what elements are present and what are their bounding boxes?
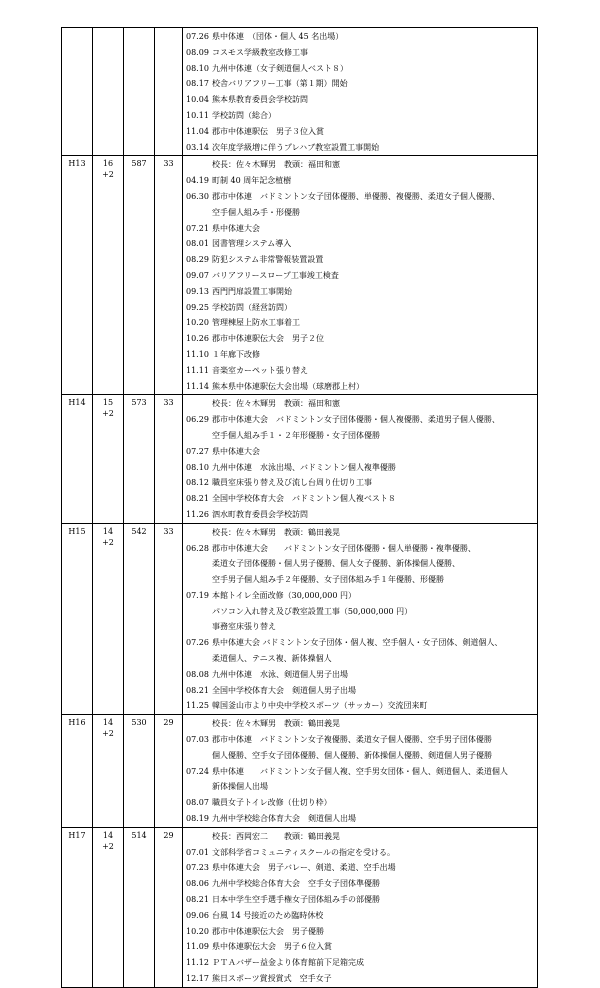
event-line [186,588,537,604]
event-line [186,635,537,651]
year-cell-text: H13 [68,159,86,169]
event-line [186,572,537,588]
event-date: 03.14 [186,142,209,152]
year-cell-text: H17 [68,830,86,840]
event-line [186,173,537,189]
event-text: 校長：西岡宏二 教頭：鶴田義晃 [212,831,340,841]
event-text: 県中体連大会 バドミントン女子団体・個人複、空手個人・女子団体、剣道個人、 [212,638,503,648]
event-text: 熊本県中体連駅伝大会出場（球磨郡上村） [212,381,364,391]
year-cell-text: H14 [68,398,86,408]
event-date: 08.21 [186,494,209,504]
event-text: 本館トイレ全面改修（30,000,000 円） [212,590,356,600]
event-line [186,683,537,699]
event-text: コスモス学級教室改修工事 [212,47,308,57]
year-row [62,156,538,395]
event-text: 柔道個人、テニス複、新体操個人 [212,654,332,664]
event-date: 11.14 [186,381,209,391]
event-date: 08.09 [186,47,209,57]
event-text: 熊本県教育委員会学校訪問 [212,95,308,105]
event-line [186,924,537,940]
students-cell-text: 542 [131,526,147,536]
event-text: 学校訪問（総合） [212,110,276,120]
event-text: 職員女子トイレ改修（仕切り枠） [212,798,332,808]
event-line [186,252,537,268]
event-text: 学校訪問（経営訪問） [212,302,292,312]
event-date: 11.12 [186,958,209,968]
event-text: 職員室床張り替え及び流し台周り仕切り工事 [212,478,372,488]
event-text: 防犯システム非常警報装置設置 [212,255,324,265]
event-date: 09.06 [186,910,209,920]
teachers-cell [155,715,183,828]
event-text: 空手個人組み手１・２年形優勝・女子団体優勝 [212,430,380,440]
students-cell-text: 587 [131,159,147,169]
event-text: 郡市中体連駅伝 男子３位入賞 [212,126,324,136]
event-line [186,892,537,908]
event-text: パソコン入れ替え及び教室設置工事（50,000,000 円） [212,606,413,616]
event-text: 町制 40 周年記念植樹 [212,176,292,186]
event-text: 新体操個人出場 [212,782,268,792]
event-line [186,363,537,379]
students-cell-text: 530 [131,718,147,728]
event-text: 県中体連 バドミントン女子個人複、空手男女団体・個人、剣道個人、柔道個人 [212,766,508,776]
students-cell [124,715,155,828]
event-date: 08.21 [186,895,209,905]
year-cell [62,715,93,828]
teachers-cell [155,523,183,715]
event-text: 次年度学級増に伴うプレハブ教室設置工事開始 [212,142,380,152]
classes-cell [93,827,124,987]
event-line [186,189,537,205]
teachers-cell [155,156,183,395]
event-line [186,444,537,460]
event-date: 06.28 [186,543,209,553]
event-text: 郡市中体連 バドミントン女子複優勝、柔道女子個人優勝、空手男子団体優勝 [212,735,492,745]
event-date: 10.11 [186,110,209,120]
event-date: 08.19 [186,814,209,824]
event-line [186,284,537,300]
event-date: 08.08 [186,669,209,679]
history-table-page [61,27,538,988]
event-line [186,29,537,45]
event-date: 07.01 [186,847,209,857]
event-text: 図書管理システム導入 [212,239,292,249]
students-cell [124,827,155,987]
event-date: 11.25 [186,701,209,711]
event-line [186,412,537,428]
event-date: 06.29 [186,415,209,425]
event-line [186,236,537,252]
students-cell [124,156,155,395]
event-line [186,604,537,620]
event-text: 音楽室カーペット張り替え [212,365,308,375]
history-table [61,27,538,988]
event-text: 九州中体連 水泳出場、バドミントン個人複準優勝 [212,462,396,472]
event-text: バリアフリースロープ工事竣工検査 [212,270,339,280]
classes-cell [93,715,124,828]
event-text: 県中体連大会 [212,223,260,233]
event-text: 九州中学校総合体育大会 空手女子団体準優勝 [212,879,380,889]
event-text: 韓国釜山市より中央中学校スポーツ（サッカー）交流団来町 [212,701,428,711]
history-table-body [62,28,538,988]
event-date: 10.20 [186,318,209,328]
event-date: 08.29 [186,255,209,265]
event-date: 07.03 [186,735,209,745]
event-date: 10.04 [186,95,209,105]
teachers-cell-text: 29 [163,830,174,840]
classes-cell [93,28,124,156]
event-date: 10.26 [186,334,209,344]
students-cell [124,395,155,523]
event-text: 全国中学校体育大会 バドミントン個人複ベスト８ [212,494,396,504]
event-text: 文部科学省コミュニティスクールの指定を受ける。 [212,847,396,857]
year-cell [62,395,93,523]
event-date: 07.23 [186,863,209,873]
teachers-cell-text: 29 [163,718,174,728]
event-text: 九州中体連（女子剣道個人ベスト８） [212,63,348,73]
event-date: 07.21 [186,223,209,233]
year-row [62,395,538,523]
event-text: 柔道女子団体優勝・個人男子優勝、個人女子優勝、新体操個人優勝、 [212,559,460,569]
teachers-cell [155,827,183,987]
event-date: 11.26 [186,509,209,519]
classes-extra-text: +2 [102,841,114,851]
event-text: １年廊下改修 [212,349,260,359]
event-line [186,491,537,507]
events-cell [183,715,538,828]
event-text: 郡市中体連 バドミントン女子団体優勝、単優勝、複優勝、柔道女子個人優勝、 [212,191,500,201]
event-line [186,205,537,221]
event-text: 郡市中体連大会 バドミントン女子団体優勝・個人複優勝、柔道男子個人優勝、 [212,415,500,425]
event-line [186,939,537,955]
event-text: 日本中学生空手選手権女子団体組み手の部優勝 [212,895,380,905]
event-date: 11.11 [186,365,209,375]
event-text: 西門門扉設置工事開始 [212,286,292,296]
event-line [186,45,537,61]
year-cell [62,827,93,987]
event-line [186,795,537,811]
event-text: 熊日スポーツ賞授賞式 空手女子 [212,974,332,984]
year-cell [62,28,93,156]
classes-extra-text: +2 [102,729,114,739]
event-text: 空手個人組み手・形優勝 [212,207,300,217]
students-cell [124,28,155,156]
classes-extra-text: +2 [102,409,114,419]
students-cell [124,523,155,715]
event-line [186,92,537,108]
event-date: 10.20 [186,926,209,936]
year-cell-text: H15 [68,526,86,536]
event-date: 07.24 [186,766,209,776]
event-line [186,460,537,476]
classes-cell-text: 14 [102,830,114,840]
events-cell [183,395,538,523]
event-text: 校舎バリアフリー工事（第１期）開始 [212,79,348,89]
event-date: 08.07 [186,798,209,808]
event-text: 郡市中体連駅伝大会 男子優勝 [212,926,324,936]
event-text: 校長：佐々木輝男 教頭：福田和憲 [212,399,340,409]
event-line [186,651,537,667]
event-line [186,698,537,714]
event-date: 09.07 [186,270,209,280]
event-line [186,556,537,572]
event-date: 11.10 [186,349,209,359]
event-text: 校長：佐々木輝男 教頭：福田和憲 [212,160,340,170]
event-date: 07.26 [186,638,209,648]
teachers-cell-text: 33 [163,159,174,169]
event-line [186,507,537,523]
teachers-cell-text: 33 [163,398,174,408]
event-text: 校長：佐々木輝男 教頭：鶴田義晃 [212,527,340,537]
event-line [186,157,537,173]
event-line [186,876,537,892]
classes-extra-text: +2 [102,537,114,547]
event-text: 校長：佐々木輝男 教頭：鶴田義晃 [212,719,340,729]
event-text: 県中体連 （団体・個人 45 名出場） [212,32,344,41]
event-date: 07.26 [186,32,209,41]
event-line [186,811,537,827]
event-date: 08.01 [186,239,209,249]
event-date: 09.25 [186,302,209,312]
event-line [186,860,537,876]
year-row [62,827,538,987]
event-line [186,732,537,748]
event-line [186,396,537,412]
classes-cell [93,395,124,523]
event-text: 県中体連大会 男子バレー、剣道、柔道、空手出場 [212,863,396,873]
classes-cell [93,156,124,395]
year-row [62,715,538,828]
event-date: 04.19 [186,176,209,186]
event-line [186,779,537,795]
event-line [186,525,537,541]
teachers-cell-text: 33 [163,526,174,536]
event-date: 08.17 [186,79,209,89]
event-text: 県中体連大会 [212,446,260,456]
event-date: 11.04 [186,126,209,136]
event-line [186,541,537,557]
students-cell-text: 514 [131,830,147,840]
event-line [186,221,537,237]
event-text: 郡市中体連大会 バドミントン女子団体優勝・個人単優勝・複準優勝、 [212,543,476,553]
classes-cell-text: 15 [102,398,114,408]
classes-cell [93,523,124,715]
event-line [186,845,537,861]
classes-cell-text: 16 [102,159,114,169]
event-date: 08.06 [186,879,209,889]
event-line [186,667,537,683]
event-line [186,971,537,987]
event-line [186,76,537,92]
students-cell-text: 573 [131,398,147,408]
event-text: 郡市中体連駅伝大会 男子２位 [212,334,324,344]
event-text: 事務室床張り替え [212,622,276,632]
event-line [186,955,537,971]
event-line [186,331,537,347]
classes-extra-text: +2 [102,170,114,180]
event-line [186,300,537,316]
event-line [186,268,537,284]
event-date: 09.13 [186,286,209,296]
teachers-cell [155,395,183,523]
year-cell [62,156,93,395]
event-date: 07.19 [186,590,209,600]
event-text: 県中体連駅伝大会 男子６位入賞 [212,942,332,952]
events-cell [183,156,538,395]
year-cell-text: H16 [68,718,86,728]
event-line [186,748,537,764]
year-row [62,523,538,715]
event-text: 管理棟屋上防水工事着工 [212,318,300,328]
events-cell [183,827,538,987]
event-line [186,619,537,635]
event-line [186,716,537,732]
event-line [186,61,537,77]
event-text: 九州中学校総合体育大会 剣道個人出場 [212,814,356,824]
event-date: 08.10 [186,462,209,472]
event-line [186,428,537,444]
event-date: 11.09 [186,942,209,952]
event-line [186,379,537,395]
event-date: 07.27 [186,446,209,456]
event-text: 台風 14 号接近のため臨時休校 [212,910,324,920]
event-line [186,829,537,845]
event-line [186,475,537,491]
year-cell [62,523,93,715]
events-cell [183,523,538,715]
event-line [186,908,537,924]
event-date: 12.17 [186,974,209,984]
event-text: ＰＴＡバザー益金より体育館前下足箱完成 [212,958,364,968]
event-text: 泗水町教育委員会学校訪問 [212,509,308,519]
event-line [186,108,537,124]
event-line [186,315,537,331]
event-text: 個人優勝、空手女子団体優勝、個人優勝、新体操個人優勝、剣道個人男子優勝 [212,750,492,760]
event-line [186,124,537,140]
event-date: 08.21 [186,685,209,695]
event-date: 08.10 [186,63,209,73]
event-line [186,347,537,363]
event-text: 全国中学校体育大会 剣道個人男子出場 [212,685,356,695]
year-row [62,28,538,156]
classes-cell-text: 14 [102,526,114,536]
event-text: 空手男子個人組み手２年優勝、女子団体組み手１年優勝、形優勝 [212,575,444,585]
event-line [186,140,537,156]
classes-cell-text: 14 [102,718,114,728]
events-cell [183,28,538,156]
event-text: 九州中体連 水泳、剣道個人男子出場 [212,669,348,679]
teachers-cell [155,28,183,156]
event-date: 06.30 [186,191,209,201]
event-date: 08.12 [186,478,209,488]
event-line [186,764,537,780]
